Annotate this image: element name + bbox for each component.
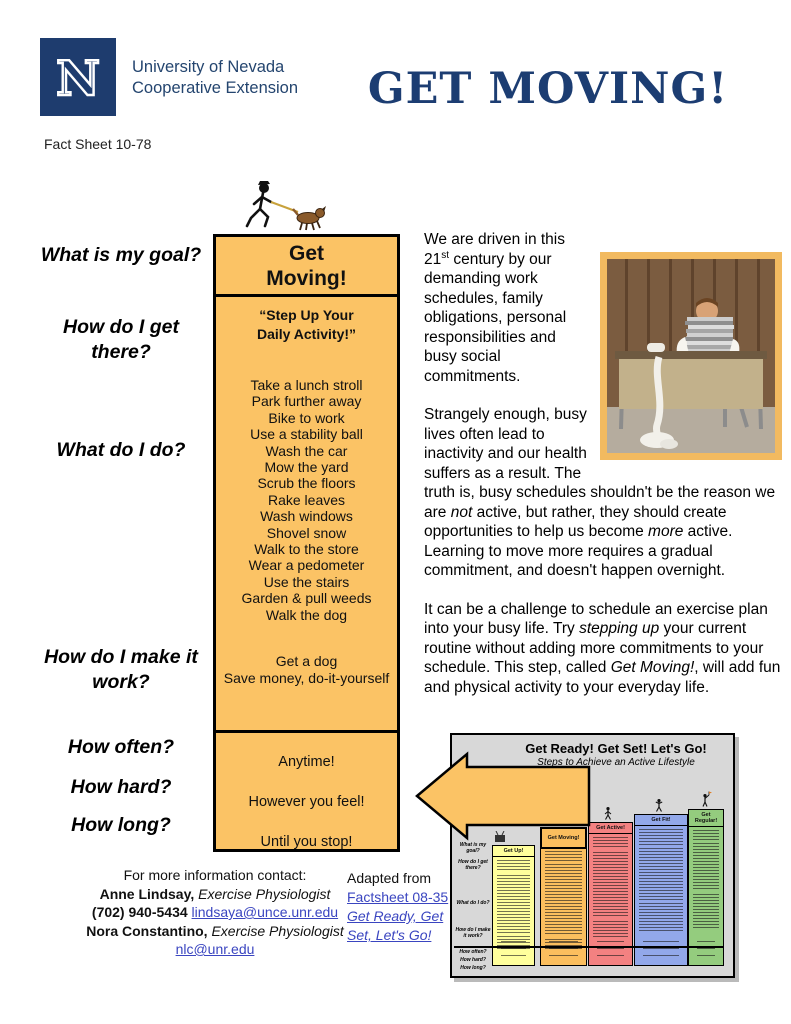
contact-phone: (702) 940-5434 bbox=[91, 904, 188, 920]
tiny-text-lines bbox=[545, 864, 582, 936]
p3-text: your current routine without adding more commitments to your schedule. This step, called bbox=[424, 620, 764, 676]
walking-figure-icon bbox=[655, 799, 663, 812]
activity-item: Take a lunch stroll bbox=[250, 377, 363, 393]
chart-answer-lines bbox=[590, 937, 631, 963]
tiny-text-lines bbox=[593, 837, 628, 849]
figure-with-flag-icon bbox=[700, 791, 712, 807]
university-logo bbox=[40, 38, 116, 116]
chart-column-header: Get Regular! bbox=[689, 810, 723, 827]
tiny-text-lines bbox=[545, 851, 582, 861]
chart-row-label: What do I do? bbox=[456, 900, 490, 906]
make-it-work-line: Get a dog bbox=[275, 653, 338, 670]
question-how-often: How often? bbox=[67, 736, 175, 758]
get-ready-link[interactable]: Get Ready, Get Set, Let's Go! bbox=[347, 908, 444, 943]
paragraph-3 bbox=[424, 600, 782, 698]
chart-column-header: Get Fit! bbox=[635, 815, 687, 826]
box-subtitle-line2: Daily Activity!” bbox=[256, 326, 357, 342]
chart-row-label: How hard? bbox=[460, 957, 486, 963]
tiny-text-lines bbox=[497, 875, 530, 933]
chart-column-get-up bbox=[492, 845, 535, 966]
question-what-do: What do I do? bbox=[56, 439, 186, 461]
contact-person-1 bbox=[55, 885, 375, 904]
p1-text: century by our demanding work schedules, family obligations, personal responsibilities and busy social commitments. bbox=[424, 250, 567, 385]
activity-item: Use the stairs bbox=[263, 573, 350, 590]
question-make-work: How do I make it work? bbox=[44, 646, 198, 693]
activity-item: Walk to the store bbox=[254, 541, 359, 558]
question-goal: What is my goal? bbox=[40, 244, 202, 266]
activity-item: Wash the car bbox=[265, 442, 348, 459]
organization-name bbox=[132, 57, 332, 99]
p2-text: active, but rather, they should create opportunities to help us become bbox=[424, 503, 727, 540]
tiny-text-lines bbox=[693, 843, 719, 891]
left-pointing-arrow bbox=[415, 751, 591, 841]
fact-sheet-number: Fact Sheet 10-78 bbox=[44, 136, 152, 152]
contact-name-2: Nora Constantino, bbox=[86, 922, 208, 939]
box-subtitle bbox=[216, 306, 397, 344]
p2-text: active. Learning to move more requires a gradual commitment, and doesn't happen overnight. bbox=[424, 523, 733, 579]
adapted-label: Adapted from bbox=[347, 870, 432, 886]
answer-until: Until you stop! bbox=[260, 834, 353, 850]
box-body bbox=[216, 306, 397, 733]
chart-column-header-highlighted: Get Moving! bbox=[540, 827, 587, 849]
contact-title-2: Exercise Physiologist bbox=[211, 922, 344, 939]
chart-answer-lines bbox=[494, 937, 533, 963]
tiny-text-lines bbox=[693, 894, 719, 928]
p3-text: It can be a challenge to schedule an exercise plan into your busy life. Try bbox=[424, 600, 768, 637]
activity-item: Walk the dog bbox=[265, 606, 348, 623]
box-bottom-answers bbox=[216, 754, 397, 850]
chart-answer-lines bbox=[690, 937, 722, 963]
activity-item: Wear a pedometer bbox=[248, 557, 365, 574]
chart-subtitle: Steps to Achieve an Active Lifestyle bbox=[537, 757, 695, 768]
p1-superscript: st bbox=[441, 249, 450, 261]
chart-column-get-fit bbox=[634, 814, 688, 966]
activity-list bbox=[216, 377, 397, 623]
box-subtitle-line1: “Step Up Your bbox=[259, 307, 354, 323]
p3-italic: stepping up bbox=[579, 620, 660, 637]
tiny-text-lines bbox=[639, 829, 683, 845]
p2-italic: more bbox=[648, 523, 684, 540]
chart-row-label: How do I get there? bbox=[458, 859, 488, 871]
tiny-text-lines bbox=[639, 903, 683, 933]
tiny-text-lines bbox=[693, 830, 719, 840]
chart-title: Get Ready! Get Set! Let's Go! bbox=[525, 741, 707, 756]
chart-column-get-regular bbox=[688, 809, 724, 966]
p3-text: , will add fun and physical activity to your everyday life. bbox=[424, 659, 781, 696]
walking-figure-icon bbox=[604, 807, 612, 820]
p2-italic: not bbox=[450, 503, 473, 521]
chart-row-label: What is my goal? bbox=[459, 842, 487, 854]
answer-however: However you feel! bbox=[248, 794, 365, 810]
chart-answers-divider bbox=[454, 946, 724, 948]
box-title-line2: Moving! bbox=[266, 266, 347, 290]
question-how-long: How long? bbox=[71, 814, 171, 836]
chart-column-header: Get Up! bbox=[493, 846, 534, 857]
tiny-text-lines bbox=[593, 852, 628, 918]
p2-text: Strangely enough, busy lives often lead to inactivity and our health suffers as a result. The truth is, busy schedules shouldn't be the reason we are bbox=[424, 406, 776, 521]
activity-item: Wash windows bbox=[260, 508, 353, 525]
question-how-hard: How hard? bbox=[70, 776, 172, 798]
tiny-text-lines bbox=[593, 921, 628, 937]
activity-item: Shovel snow bbox=[266, 524, 347, 541]
email-link-lindsaya[interactable]: lindsaya@unce.unr.edu bbox=[191, 904, 339, 920]
contact-title-1: Exercise Physiologist bbox=[198, 885, 331, 902]
contact-email-2 bbox=[55, 940, 375, 959]
contact-heading: For more information contact: bbox=[123, 867, 307, 883]
tiny-text-lines bbox=[639, 848, 683, 900]
activity-item: Park further away bbox=[251, 393, 362, 410]
chart-column-header: Get Active! bbox=[589, 823, 632, 834]
adapted-from-block bbox=[347, 869, 465, 945]
org-line-1: University of Nevada bbox=[132, 58, 285, 76]
busy-man-at-desk-photo bbox=[600, 252, 782, 460]
box-title-line1: Get bbox=[288, 241, 324, 265]
activity-item: Bike to work bbox=[268, 409, 345, 426]
contact-person-2 bbox=[55, 922, 375, 941]
contact-name-1: Anne Lindsay, bbox=[99, 885, 195, 902]
logo-letter-n: N bbox=[56, 51, 100, 107]
question-get-there: How do I get there? bbox=[63, 316, 179, 363]
activity-item: Scrub the floors bbox=[257, 475, 356, 492]
chart-answer-lines bbox=[542, 937, 585, 963]
article-text bbox=[424, 230, 782, 697]
chart-row-label: How long? bbox=[460, 965, 486, 971]
org-line-2: Cooperative Extension bbox=[132, 79, 299, 97]
email-link-nlc[interactable]: nlc@unr.edu bbox=[175, 941, 255, 957]
chart-column-get-active bbox=[588, 822, 633, 966]
person-walking-dog-icon bbox=[232, 180, 337, 232]
activity-item: Mow the yard bbox=[264, 459, 349, 476]
chart-answer-lines bbox=[636, 937, 686, 963]
get-moving-box bbox=[213, 234, 400, 852]
answer-anytime: Anytime! bbox=[278, 754, 335, 770]
activity-item: Use a stability ball bbox=[250, 426, 363, 443]
chart-row-label: How do I make it work? bbox=[455, 927, 491, 939]
contact-phone-email bbox=[55, 903, 375, 922]
box-title bbox=[216, 237, 397, 297]
tiny-text-lines bbox=[497, 860, 530, 872]
factsheet-link[interactable]: Factsheet 08-35 bbox=[347, 889, 449, 905]
make-it-work-lines bbox=[216, 653, 397, 687]
make-it-work-line: Save money, do-it-yourself bbox=[223, 670, 390, 687]
page-title: GET MOVING! bbox=[367, 64, 729, 114]
contact-block bbox=[55, 866, 375, 959]
activity-item: Garden & pull weeds bbox=[241, 590, 372, 607]
p3-italic: Get Moving! bbox=[610, 659, 695, 676]
chart-row-label: How often? bbox=[459, 949, 487, 955]
activity-item: Rake leaves bbox=[267, 491, 346, 508]
p1-text: We are driven in this 21 bbox=[424, 231, 565, 268]
